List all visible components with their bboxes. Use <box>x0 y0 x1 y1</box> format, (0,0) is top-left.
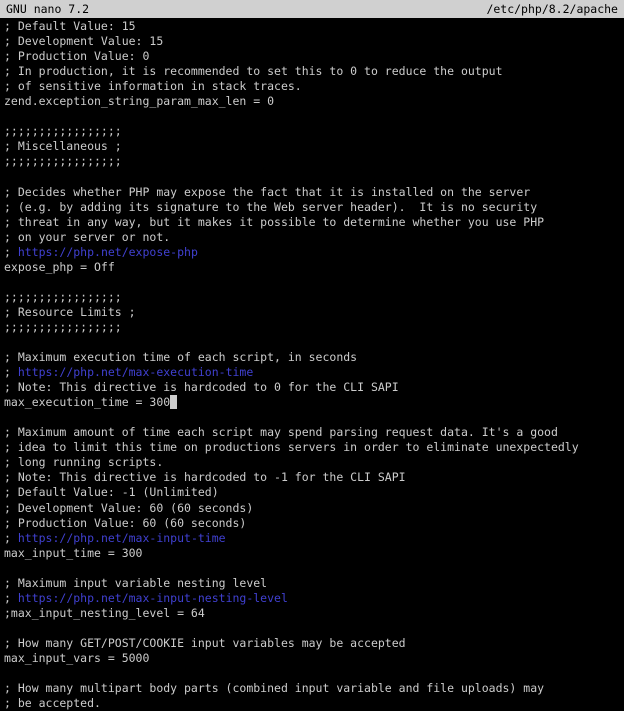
editor-text: ; In production, it is recommended to set this to 0 to reduce the output <box>4 64 503 79</box>
editor-text: ; of sensitive information in stack traces. <box>4 79 302 94</box>
editor-line <box>4 230 620 245</box>
editor-line <box>4 139 620 154</box>
editor-line <box>4 19 620 34</box>
editor-text: ; How many GET/POST/COOKIE input variables may be accepted <box>4 635 406 650</box>
editor-text: ; Production Value: 0 <box>4 49 150 64</box>
editor-text: ; Note: This directive is hardcoded to 0 for the CLI SAPI <box>4 380 399 395</box>
editor-line <box>4 49 620 64</box>
editor-line <box>4 64 620 79</box>
editor-line <box>4 621 620 636</box>
editor-line <box>4 305 620 320</box>
editor-text: ;;;;;;;;;;;;;;;;; <box>4 154 122 169</box>
editor-text: ; Note: This directive is hardcoded to -1 for the CLI SAPI <box>4 470 406 485</box>
editor-text: max_input_vars = 5000 <box>4 650 150 665</box>
editor-line <box>4 380 620 395</box>
editor-text: ;;;;;;;;;;;;;;;;; <box>4 124 122 139</box>
editor-line <box>4 546 620 561</box>
editor-text: ; How many multipart body parts (combined input variable and file uploads) may <box>4 681 545 696</box>
editor-line <box>4 410 620 425</box>
editor-line <box>4 696 620 711</box>
editor-text: ;max_input_nesting_level = 64 <box>4 605 205 620</box>
editor-line <box>4 79 620 94</box>
editor-line <box>4 275 620 290</box>
editor-line <box>4 395 620 410</box>
editor-line <box>4 290 620 305</box>
editor-text: ; Default Value: 15 <box>4 19 136 33</box>
editor-text: ;;;;;;;;;;;;;;;;; <box>4 319 122 334</box>
editor-line <box>4 636 620 651</box>
editor-line <box>4 516 620 531</box>
editor-line <box>4 470 620 485</box>
editor-text: ; threat in any way, but it makes it possible to determine whether you use PHP <box>4 214 545 229</box>
editor-text: ; <box>4 530 18 545</box>
editor-text: ; be accepted. <box>4 696 101 711</box>
editor-line <box>4 260 620 275</box>
editor-text: max_input_time = 300 <box>4 545 143 560</box>
editor-line <box>4 154 620 169</box>
editor-line <box>4 651 620 666</box>
text-cursor <box>170 395 177 409</box>
nano-title-bar <box>0 0 624 18</box>
editor-text: ; Production Value: 60 (60 seconds) <box>4 515 247 530</box>
doc-url-link[interactable]: https://php.net/max-execution-time <box>17 365 254 380</box>
editor-line <box>4 124 620 139</box>
editor-line <box>4 561 620 576</box>
nano-text-area[interactable] <box>0 18 624 711</box>
editor-line <box>4 200 620 215</box>
editor-line <box>4 531 620 546</box>
editor-text: ; long running scripts. <box>4 455 164 470</box>
editor-line <box>4 365 620 380</box>
editor-text: ; Maximum amount of time each script may spend parsing request data. It's a good <box>4 425 558 440</box>
editor-text: ; Decides whether PHP may expose the fact that it is installed on the server <box>4 184 531 199</box>
editor-text: ; <box>4 590 18 605</box>
editor-line <box>4 320 620 335</box>
editor-text: ; Resource Limits ; <box>4 304 136 319</box>
editor-text: ; (e.g. by adding its signature to the Web server header). It is no security <box>4 199 538 214</box>
editor-line <box>4 185 620 200</box>
editor-text: ; Maximum input variable nesting level <box>4 575 268 590</box>
editor-text: ; Development Value: 60 (60 seconds) <box>4 500 254 515</box>
editor-line <box>4 606 620 621</box>
editor-text: ; on your server or not. <box>4 229 171 244</box>
editor-text: zend.exception_string_param_max_len = 0 <box>4 94 275 109</box>
editor-text: ; <box>4 365 18 380</box>
editor-line <box>4 501 620 516</box>
editor-text: ; <box>4 244 18 259</box>
editor-line <box>4 245 620 260</box>
editor-line <box>4 591 620 606</box>
editor-line <box>4 576 620 591</box>
editor-line <box>4 169 620 184</box>
editor-line <box>4 34 620 49</box>
editor-line <box>4 666 620 681</box>
editor-line <box>4 485 620 500</box>
editor-line <box>4 109 620 124</box>
nano-app-version: GNU nano 7.2 <box>6 2 90 16</box>
editor-text: ; idea to limit this time on productions servers in order to eliminate unexpectedly <box>4 440 579 455</box>
editor-text: ; Default Value: -1 (Unlimited) <box>4 485 219 500</box>
editor-text: ; Development Value: 15 <box>4 34 164 49</box>
editor-line <box>4 350 620 365</box>
editor-text: max_execution_time = 300 <box>4 395 171 410</box>
editor-line <box>4 215 620 230</box>
editor-line <box>4 425 620 440</box>
editor-text: ;;;;;;;;;;;;;;;;; <box>4 289 122 304</box>
doc-url-link[interactable]: https://php.net/max-input-time <box>17 530 226 545</box>
editor-line <box>4 440 620 455</box>
editor-line <box>4 681 620 696</box>
nano-file-path: /etc/php/8.2/apache <box>486 2 618 16</box>
editor-text: ; Miscellaneous ; <box>4 139 122 154</box>
editor-line <box>4 94 620 109</box>
editor-line <box>4 335 620 350</box>
editor-text: expose_php = Off <box>4 259 115 274</box>
editor-text: ; Maximum execution time of each script, in seconds <box>4 350 358 365</box>
doc-url-link[interactable]: https://php.net/max-input-nesting-level <box>17 590 288 605</box>
editor-line <box>4 455 620 470</box>
doc-url-link[interactable]: https://php.net/expose-php <box>17 244 198 259</box>
